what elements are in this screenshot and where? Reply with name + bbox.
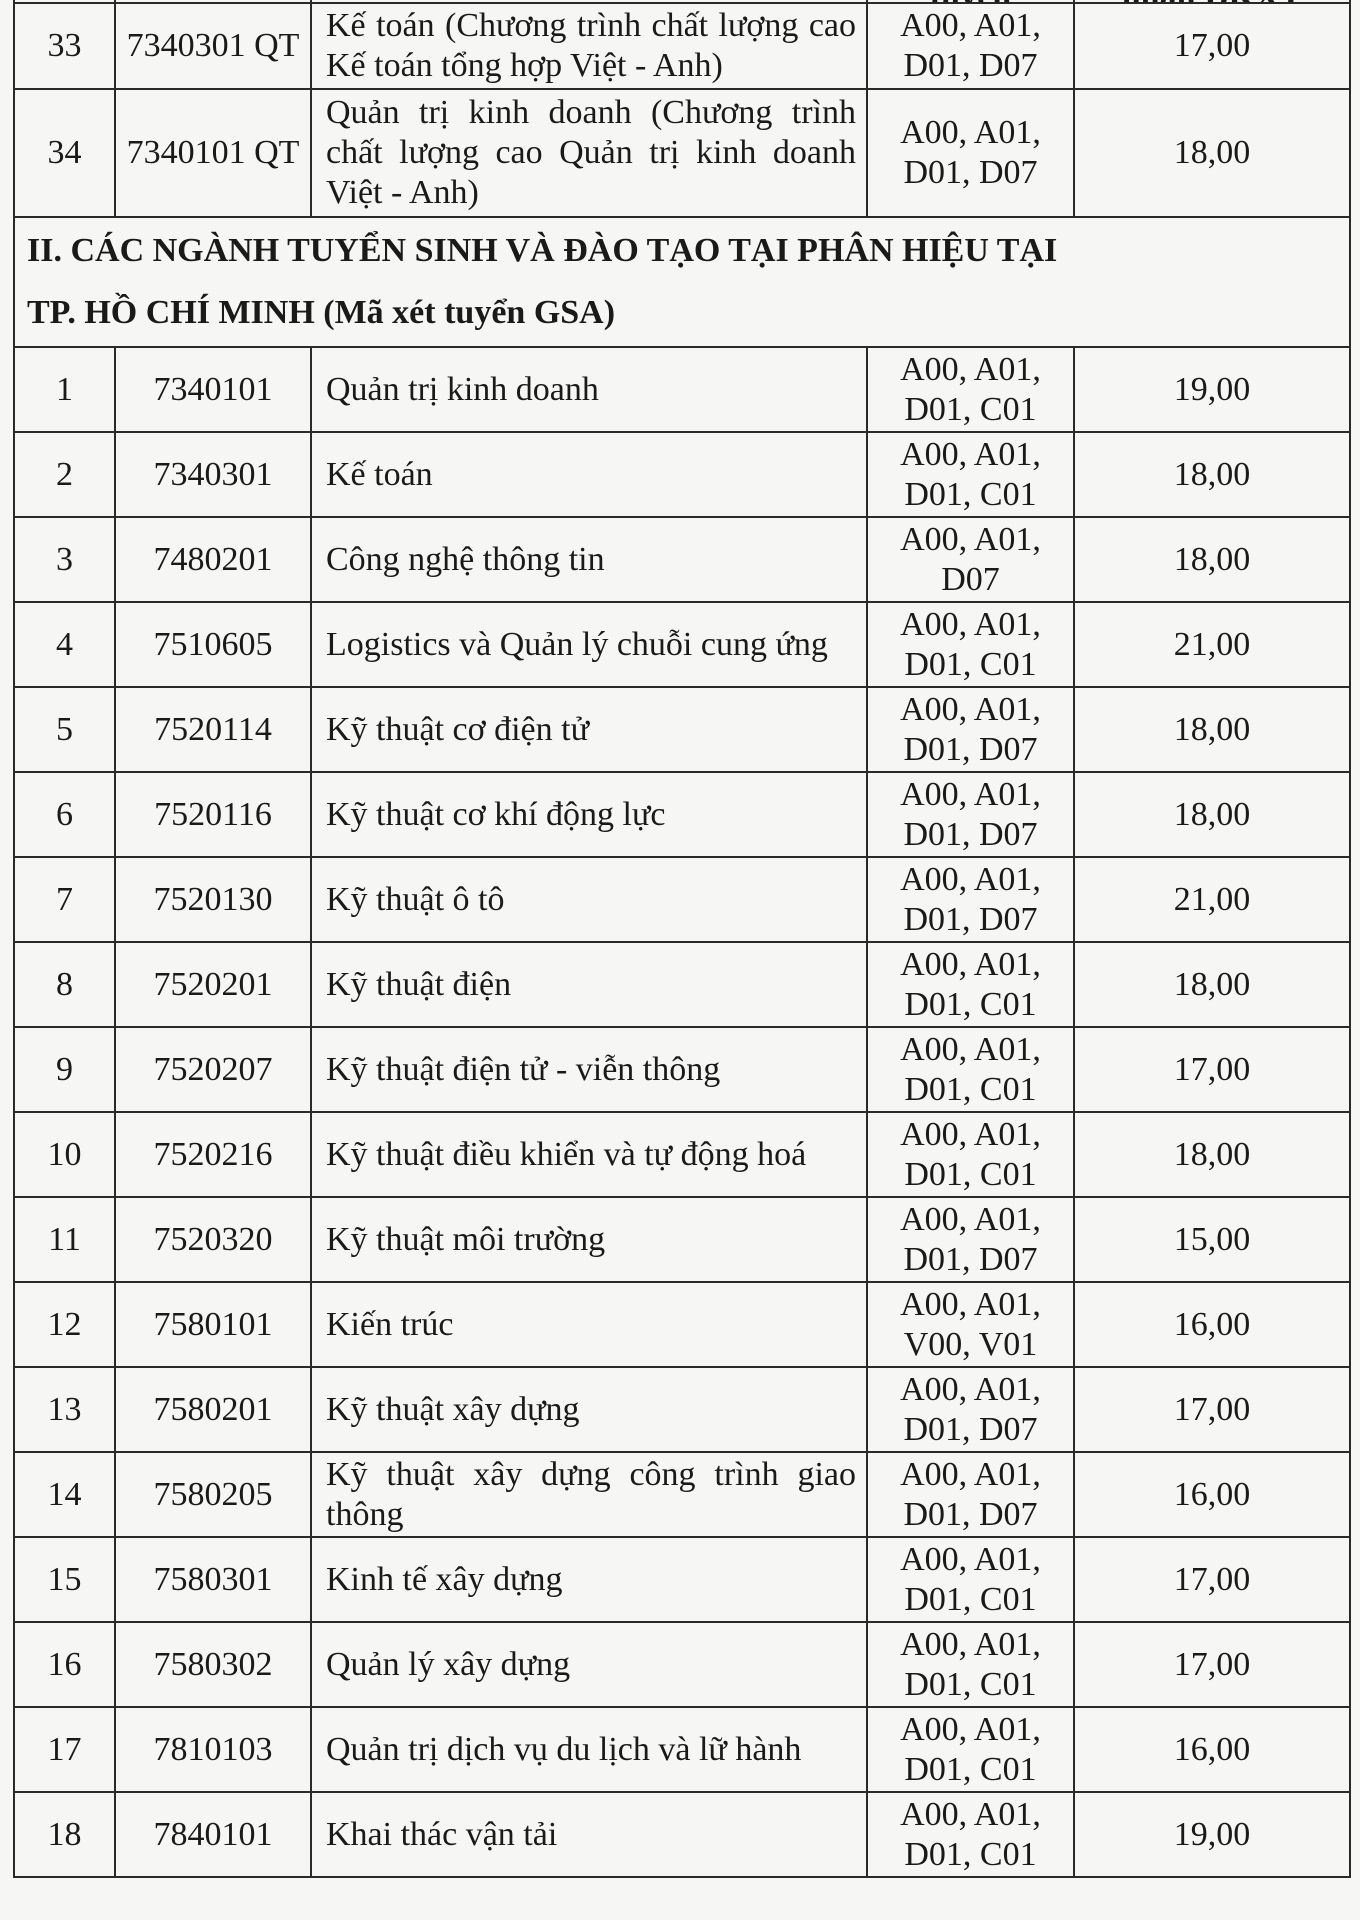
major-name: Kỹ thuật cơ điện tử (311, 687, 867, 772)
minimum-score: 19,00 (1074, 347, 1350, 432)
minimum-score: 17,00 (1074, 1027, 1350, 1112)
subject-combination: A00, A01, D01, D07 (867, 3, 1074, 89)
minimum-score: 17,00 (1074, 1622, 1350, 1707)
row-number: 14 (14, 1452, 115, 1537)
section-title-line-2: TP. HỒ CHÍ MINH (Mã xét tuyển GSA) (27, 294, 616, 331)
table-row (14, 3, 1350, 89)
subject-combination: A00, A01, D01, C01 (867, 1027, 1074, 1112)
major-name: Kỹ thuật điều khiển và tự động hoá (311, 1112, 867, 1197)
minimum-score: 18,00 (1074, 687, 1350, 772)
table-row (14, 432, 1350, 517)
major-code: 7520207 (115, 1027, 311, 1112)
major-code: 7810103 (115, 1707, 311, 1792)
major-name: Quản trị kinh doanh (Chương trình chất lượng cao Quản trị kinh doanh Việt - Anh) (311, 89, 867, 217)
major-name: Công nghệ thông tin (311, 517, 867, 602)
table-row (14, 1792, 1350, 1877)
subject-combination: A00, A01, D01, C01 (867, 432, 1074, 517)
subject-combination: A00, A01, D01, D07 (867, 1367, 1074, 1452)
major-name: Kế toán (Chương trình chất lượng cao Kế toán tổng hợp Việt - Anh) (311, 3, 867, 89)
table-row (14, 1537, 1350, 1622)
table-row (14, 772, 1350, 857)
major-code: 7840101 (115, 1792, 311, 1877)
table-row (14, 1452, 1350, 1537)
subject-combination: A00, A01, D01, C01 (867, 602, 1074, 687)
row-number: 10 (14, 1112, 115, 1197)
row-number: 18 (14, 1792, 115, 1877)
subject-combination: A00, A01, D01, D07 (867, 1452, 1074, 1537)
minimum-score: 18,00 (1074, 942, 1350, 1027)
section-title-line-1: II. CÁC NGÀNH TUYỂN SINH VÀ ĐÀO TẠO TẠI PHÂN HIỆU TẠI (27, 232, 1058, 269)
table-row (14, 857, 1350, 942)
table-row (14, 942, 1350, 1027)
table-row (14, 1367, 1350, 1452)
section-heading (14, 217, 1350, 347)
minimum-score: 21,00 (1074, 602, 1350, 687)
major-name: Kinh tế xây dựng (311, 1537, 867, 1622)
table-row (14, 347, 1350, 432)
major-code: 7520320 (115, 1197, 311, 1282)
major-code: 7480201 (115, 517, 311, 602)
major-name: Kỹ thuật môi trường (311, 1197, 867, 1282)
row-number: 15 (14, 1537, 115, 1622)
major-code: 7580101 (115, 1282, 311, 1367)
major-code: 7580205 (115, 1452, 311, 1537)
row-number: 33 (14, 3, 115, 89)
minimum-score: 18,00 (1074, 89, 1350, 217)
subject-combination: A00, A01, D01, C01 (867, 1112, 1074, 1197)
subject-combination: A00, A01, D01, D07 (867, 89, 1074, 217)
row-number: 3 (14, 517, 115, 602)
subject-combination: A00, A01, D01, C01 (867, 1707, 1074, 1792)
section-heading-row (14, 217, 1350, 347)
table-row (14, 1112, 1350, 1197)
minimum-score: 17,00 (1074, 1537, 1350, 1622)
admission-score-table (13, 0, 1351, 1878)
minimum-score: 16,00 (1074, 1282, 1350, 1367)
major-code: 7340101 QT (115, 89, 311, 217)
row-number: 9 (14, 1027, 115, 1112)
table-row (14, 1622, 1350, 1707)
minimum-score: 17,00 (1074, 1367, 1350, 1452)
major-name: Kế toán (311, 432, 867, 517)
row-number: 34 (14, 89, 115, 217)
major-code: 7580302 (115, 1622, 311, 1707)
subject-combination: A00, A01, D01, D07 (867, 772, 1074, 857)
major-code: 7510605 (115, 602, 311, 687)
row-number: 12 (14, 1282, 115, 1367)
major-code: 7520114 (115, 687, 311, 772)
row-number: 2 (14, 432, 115, 517)
table-row (14, 1027, 1350, 1112)
table-row (14, 517, 1350, 602)
row-number: 16 (14, 1622, 115, 1707)
minimum-score: 19,00 (1074, 1792, 1350, 1877)
major-name: Quản trị dịch vụ du lịch và lữ hành (311, 1707, 867, 1792)
major-name: Kỹ thuật xây dựng công trình giao thông (311, 1452, 867, 1537)
table-row (14, 602, 1350, 687)
minimum-score: 17,00 (1074, 3, 1350, 89)
major-name: Logistics và Quản lý chuỗi cung ứng (311, 602, 867, 687)
minimum-score: 18,00 (1074, 772, 1350, 857)
row-number: 7 (14, 857, 115, 942)
subject-combination: A00, A01, D01, C01 (867, 1792, 1074, 1877)
minimum-score: 15,00 (1074, 1197, 1350, 1282)
subject-combination: A00, A01, D01, D07 (867, 687, 1074, 772)
major-code: 7520216 (115, 1112, 311, 1197)
minimum-score: 16,00 (1074, 1707, 1350, 1792)
minimum-score: 18,00 (1074, 432, 1350, 517)
major-code: 7580201 (115, 1367, 311, 1452)
major-code: 7520116 (115, 772, 311, 857)
minimum-score: 21,00 (1074, 857, 1350, 942)
subject-combination: A00, A01, V00, V01 (867, 1282, 1074, 1367)
major-name: Quản lý xây dựng (311, 1622, 867, 1707)
major-code: 7580301 (115, 1537, 311, 1622)
row-number: 11 (14, 1197, 115, 1282)
subject-combination: A00, A01, D01, C01 (867, 1537, 1074, 1622)
table-row (14, 687, 1350, 772)
subject-combination: A00, A01, D01, D07 (867, 1197, 1074, 1282)
major-name: Kỹ thuật điện tử - viễn thông (311, 1027, 867, 1112)
major-code: 7340301 (115, 432, 311, 517)
row-number: 17 (14, 1707, 115, 1792)
major-name: Kỹ thuật cơ khí động lực (311, 772, 867, 857)
subject-combination: A00, A01, D01, C01 (867, 1622, 1074, 1707)
major-name: Kỹ thuật điện (311, 942, 867, 1027)
subject-combination: A00, A01, D07 (867, 517, 1074, 602)
major-code: 7340301 QT (115, 3, 311, 89)
table-row (14, 1197, 1350, 1282)
row-number: 13 (14, 1367, 115, 1452)
subject-combination: A00, A01, D01, C01 (867, 942, 1074, 1027)
major-name: Kỹ thuật ô tô (311, 857, 867, 942)
major-name: Kỹ thuật xây dựng (311, 1367, 867, 1452)
subject-combination: A00, A01, D01, C01 (867, 347, 1074, 432)
major-name: Quản trị kinh doanh (311, 347, 867, 432)
table-row (14, 89, 1350, 217)
minimum-score: 16,00 (1074, 1452, 1350, 1537)
row-number: 8 (14, 942, 115, 1027)
major-code: 7520130 (115, 857, 311, 942)
row-number: 6 (14, 772, 115, 857)
major-code: 7340101 (115, 347, 311, 432)
table-row (14, 1707, 1350, 1792)
minimum-score: 18,00 (1074, 1112, 1350, 1197)
table-row (14, 1282, 1350, 1367)
row-number: 4 (14, 602, 115, 687)
row-number: 1 (14, 347, 115, 432)
major-code: 7520201 (115, 942, 311, 1027)
minimum-score: 18,00 (1074, 517, 1350, 602)
major-name: Kiến trúc (311, 1282, 867, 1367)
row-number: 5 (14, 687, 115, 772)
major-name: Khai thác vận tải (311, 1792, 867, 1877)
subject-combination: A00, A01, D01, D07 (867, 857, 1074, 942)
